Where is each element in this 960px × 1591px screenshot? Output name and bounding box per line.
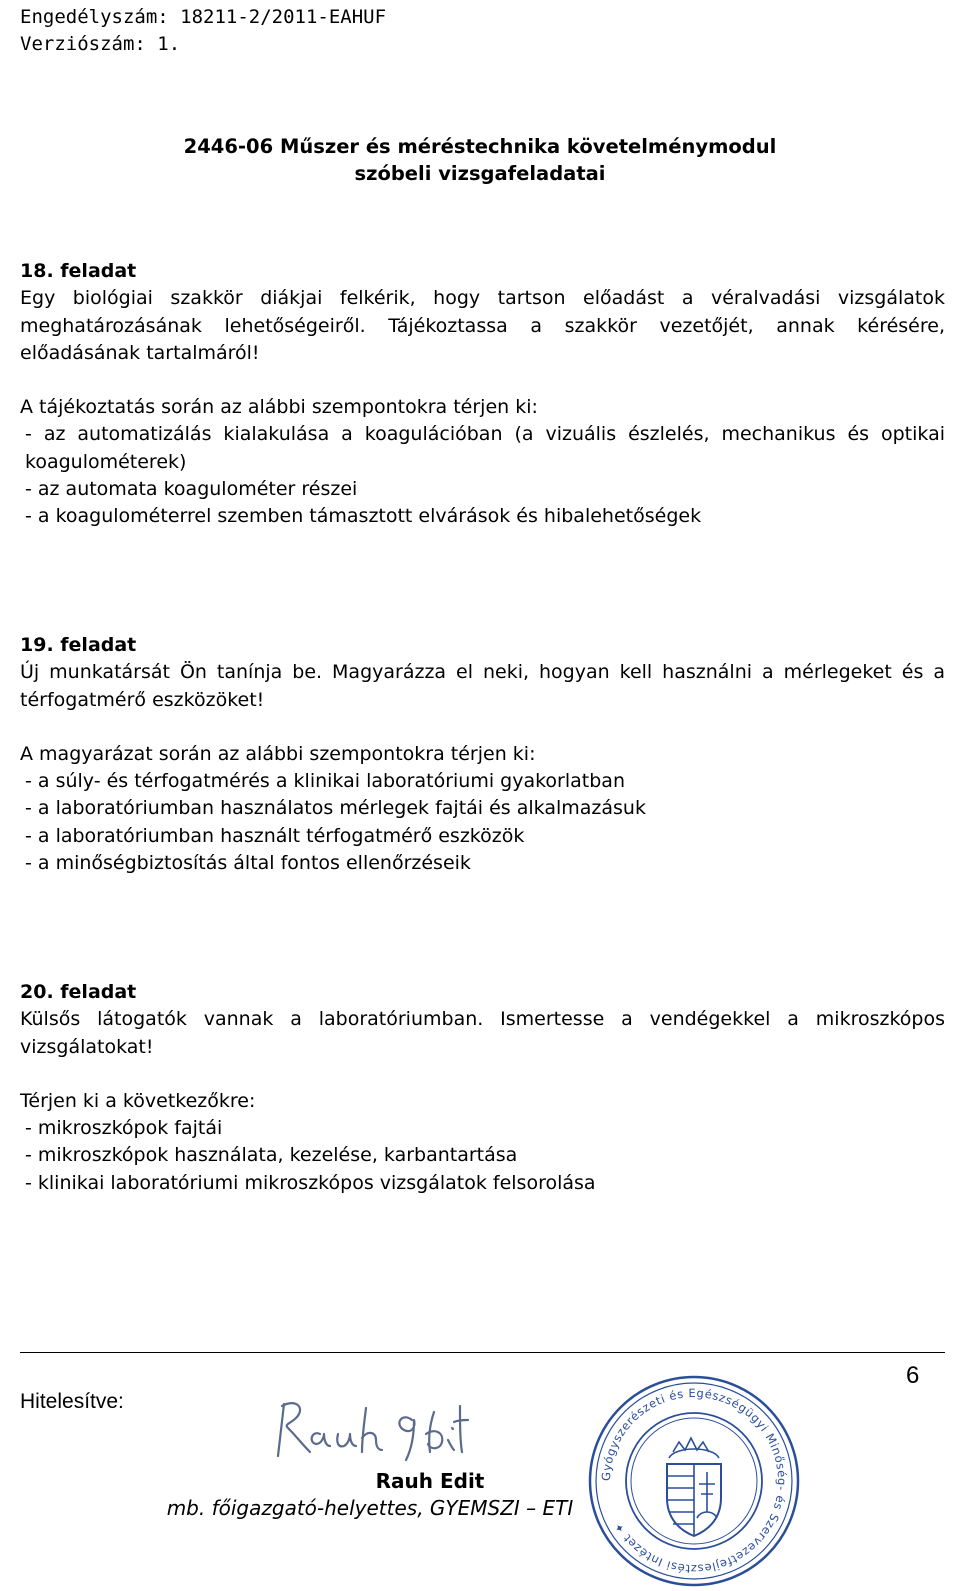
list-item: - a súly- és térfogatmérés a klinikai laboratóriumi gyakorlatban [25,770,625,793]
signer-title: mb. főigazgató-helyettes, GYEMSZI – ETI [166,1496,574,1520]
task-intro: Új munkatársát Ön tanínja be. Magyarázza el neki, hogyan kell használni a mérlegeket és a térfogatmérő eszközöket! [20,661,945,711]
list-item: - a koagulométerrel szemben támasztott elvárások és hibalehetőségek [25,505,702,528]
task-number: 19. feladat [20,634,137,656]
list-item: - az automatizálás kialakulása a koagulációban (a vizuális észlelés, mechanikus és optikai koagulométerek) [25,423,945,473]
license-number: Engedélyszám: 18211-2/2011-EAHUF [20,6,387,28]
official-seal [585,1372,803,1590]
signer-name: Rauh Edit [375,1469,485,1493]
task-intro: Külsős látogatók vannak a laboratóriumban. Ismertesse a vendégekkel a mikroszkópos vizsgálatokat! [20,1008,945,1058]
document-title-line2: szóbeli vizsgafeladatai [354,162,606,185]
task-prompt: Térjen ki a következőkre: [20,1089,256,1112]
list-item: - a minőségbiztosítás által fontos ellenőrzéseik [25,852,471,875]
task-prompt: A tájékoztatás során az alábbi szempontokra térjen ki: [20,396,538,419]
list-item: - klinikai laboratóriumi mikroszkópos vizsgálatok felsorolása [25,1171,596,1194]
authentication-label: Hitelesítve: [20,1390,124,1413]
svg-text:Gyógyszerészeti és Egészségügy: Gyógyszerészeti és Egészségügyi Minőség- és Szervezetfejlesztési Intézet ✦ [598,1385,790,1577]
task-intro: Egy biológiai szakkör diákjai felkérik, hogy tartson előadást a véralvadási vizsgálatok meghatározásának lehetőségeiről. Tájékoztassa a szakkör vezetőjét, annak kérésére, előadásának tartalmáról! [20,287,945,364]
list-item: - az automata koagulométer részei [25,478,358,501]
document-title-line1: 2446-06 Műszer és méréstechnika követelménymodul [183,135,777,158]
version-number: Verziószám: 1. [20,33,181,55]
task-20 [20,979,945,1197]
task-19 [20,632,945,877]
task-18 [20,258,945,531]
list-item: - mikroszkópok fajtái [25,1117,223,1140]
task-number: 20. feladat [20,981,137,1003]
list-item: - a laboratóriumban használt térfogatmérő eszközök [25,824,525,847]
list-item: - a laboratóriumban használatos mérlegek fajtái és alkalmazásuk [25,797,646,820]
list-item: - mikroszkópok használata, kezelése, karbantartása [25,1144,518,1167]
task-prompt: A magyarázat során az alábbi szempontokra térjen ki: [20,742,536,765]
handwritten-signature [262,1394,472,1466]
task-number: 18. feladat [20,260,137,282]
footer-divider [20,1352,945,1353]
page-number: 6 [906,1362,920,1389]
